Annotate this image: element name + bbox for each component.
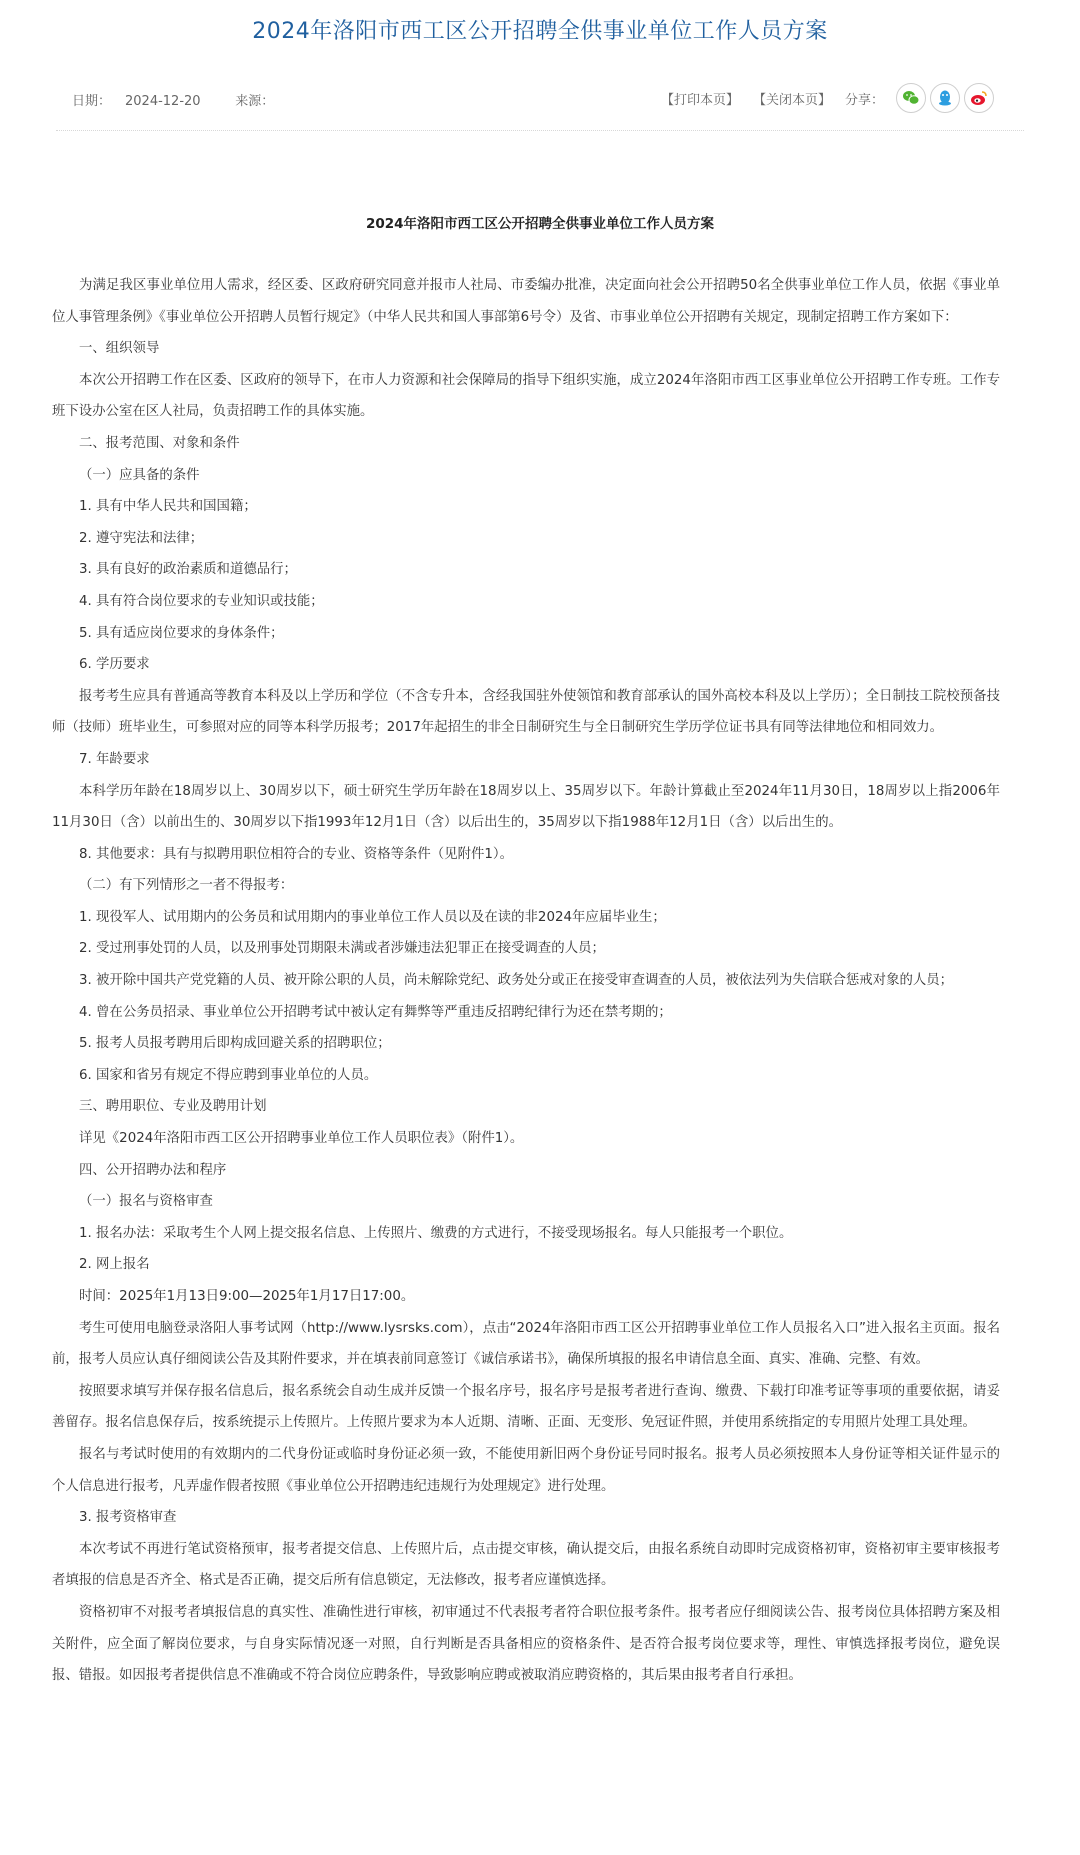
article-paragraph: 详见《2024年洛阳市西工区公开招聘事业单位工作人员职位表》（附件1）。	[79, 1131, 524, 1147]
article-paragraph: 2. 网上报名	[79, 1257, 150, 1273]
article-meta	[72, 90, 288, 109]
article-paragraph: 四、公开招聘办法和程序	[79, 1162, 227, 1178]
article-paragraph: 1. 报名办法：采取考生个人网上提交报名信息、上传照片、缴费的方式进行，不接受现场报名。每人只能报考一个职位。	[79, 1225, 793, 1241]
article-paragraph: 本次考试不再进行笔试资格预审，报考者提交信息、上传照片后，点击提交审核，确认提交后，由报名系统自动即时完成资格初审，资格初审主要审核报考者填报的信息是否齐全、格式是否正确，提交后所有信息锁定，无法修改，报考者应谨慎选择。	[52, 1541, 1000, 1589]
article-paragraph: 5. 报考人员报考聘用后即构成回避关系的招聘职位；	[79, 1036, 391, 1052]
header-divider	[56, 130, 1024, 131]
article-paragraph: 8. 其他要求：具有与拟聘用职位相符合的专业、资格等条件（见附件1）。	[79, 846, 513, 862]
article-paragraph: 2. 遵守宪法和法律；	[79, 530, 204, 546]
close-page-link[interactable]: 【关闭本页】	[752, 92, 831, 108]
article-paragraph: 3. 被开除中国共产党党籍的人员、被开除公职的人员，尚未解除党纪、政务处分或正在接受审查调查的人员，被依法列为失信联合惩戒对象的人员；	[79, 973, 954, 989]
weibo-icon[interactable]	[964, 83, 994, 113]
article-paragraph: 时间：2025年1月13日9:00—2025年1月17日17:00。	[79, 1289, 415, 1304]
source-label: 来源：	[235, 94, 275, 109]
article-paragraph: 本科学历年龄在18周岁以上、30周岁以下，硕士研究生学历年龄在18周岁以上、35周岁以下。年龄计算截止至2024年11月30日，18周岁以上指2006年11月30日（含）以前出生的、30周岁以下指1993年12月1日（含）以后出生的，35周岁以下指1988年12月1日（含）以后出生的。	[52, 783, 1000, 831]
article-paragraph: 报考考生应具有普通高等教育本科及以上学历和学位（不含专升本，含经我国驻外使领馆和教育部承认的国外高校本科及以上学历）；全日制技工院校预备技师（技师）班毕业生，可参照对应的同等本科学历报考；2017年起招生的非全日制研究生与全日制研究生学历学位证书具有同等法律地位和相同效力。	[52, 688, 1000, 736]
article-paragraph: 2. 受过刑事处罚的人员，以及刑事处罚期限未满或者涉嫌违法犯罪正在接受调查的人员；	[79, 941, 605, 957]
publish-date: 2024-12-20	[125, 94, 201, 109]
article-paragraph: 考生可使用电脑登录洛阳人事考试网（http://www.lysrsks.com），点击“2024年洛阳市西工区公开招聘事业单位工作人员报名入口”进入报名主页面。报名前，报考人员应认真仔细阅读公告及其附件要求，并在填表前同意签订《诚信承诺书》，确保所填报的报名申请信息全面、真实、准确、完整、有效。	[52, 1320, 1000, 1368]
article-paragraph: 6. 国家和省另有规定不得应聘到事业单位的人员。	[79, 1067, 378, 1083]
article-paragraph: 三、聘用职位、专业及聘用计划	[79, 1099, 267, 1115]
article-paragraph: 为满足我区事业单位用人需求，经区委、区政府研究同意并报市人社局、市委编办批准，决定面向社会公开招聘50名全供事业单位工作人员，依据《事业单位人事管理条例》《事业单位公开招聘人员暂行规定》（中华人民共和国人事部第6号令）及省、市事业单位公开招聘有关规定，现制定招聘工作方案如下：	[52, 278, 1000, 325]
article-actions	[661, 82, 994, 114]
date-label: 日期：	[72, 94, 112, 109]
article-paragraph: 二、报考范围、对象和条件	[79, 435, 240, 451]
article-paragraph: 一、组织领导	[79, 341, 160, 357]
article-paragraph: 6. 学历要求	[79, 657, 150, 673]
article-paragraph: （一）应具备的条件	[79, 467, 200, 483]
article-title: 2024年洛阳市西工区公开招聘全供事业单位工作人员方案	[365, 216, 715, 232]
article-paragraph: （二）有下列情形之一者不得报考：	[79, 878, 294, 894]
article-paragraph: 3. 报考资格审查	[79, 1510, 177, 1526]
article-paragraph: 4. 曾在公务员招录、事业单位公开招聘考试中被认定有舞弊等严重违反招聘纪律行为还在禁考期的；	[79, 1004, 672, 1020]
article-paragraph: 1. 具有中华人民共和国国籍；	[79, 499, 257, 515]
article-paragraph: 3. 具有良好的政治素质和道德品行；	[79, 562, 297, 578]
wechat-icon[interactable]	[896, 83, 926, 113]
article-paragraph: 报名与考试时使用的有效期内的二代身份证或临时身份证必须一致，不能使用新旧两个身份证号同时报名。报考人员必须按照本人身份证等相关证件显示的个人信息进行报考，凡弄虚作假者按照《事业单位公开招聘违纪违规行为处理规定》进行处理。	[52, 1446, 1000, 1494]
article-paragraph: 7. 年龄要求	[79, 751, 150, 767]
share-label: 分享：	[844, 92, 884, 108]
article-paragraph: 4. 具有符合岗位要求的专业知识或技能；	[79, 593, 324, 609]
print-page-link[interactable]: 【打印本页】	[660, 92, 739, 108]
article-paragraph: 资格初审不对报考者填报信息的真实性、准确性进行审核，初审通过不代表报考者符合职位报考条件。报考者应仔细阅读公告、报考岗位具体招聘方案及相关附件，应全面了解岗位要求，与自身实际情况逐一对照，自行判断是否具备相应的资格条件、是否符合报考岗位要求等，理性、审慎选择报考岗位，避免误报、错报。如因报考者提供信息不准确或不符合岗位应聘条件，导致影响应聘或被取消应聘资格的，其后果由报考者自行承担。	[52, 1604, 1000, 1684]
article-paragraph: 1. 现役军人、试用期内的公务员和试用期内的事业单位工作人员以及在读的非2024年应届毕业生；	[79, 909, 666, 925]
article-paragraph: 按照要求填写并保存报名信息后，报名系统会自动生成并反馈一个报名序号，报名序号是报考者进行查询、缴费、下载打印准考证等事项的重要依据，请妥善留存。报名信息保存后，按系统提示上传照片。上传照片要求为本人近期、清晰、正面、无变形、免冠证件照，并使用系统指定的专用照片处理工具处理。	[52, 1383, 1000, 1431]
article-body	[52, 270, 1000, 1692]
article-paragraph: 本次公开招聘工作在区委、区政府的领导下，在市人力资源和社会保障局的指导下组织实施，成立2024年洛阳市西工区事业单位公开招聘工作专班。工作专班下设办公室在区人社局，负责招聘工作的具体实施。	[52, 372, 1000, 420]
qq-icon[interactable]	[930, 83, 960, 113]
page-title: 2024年洛阳市西工区公开招聘全供事业单位工作人员方案	[252, 19, 828, 44]
article-paragraph: （一）报名与资格审查	[79, 1194, 213, 1210]
article-paragraph: 5. 具有适应岗位要求的身体条件；	[79, 625, 284, 641]
